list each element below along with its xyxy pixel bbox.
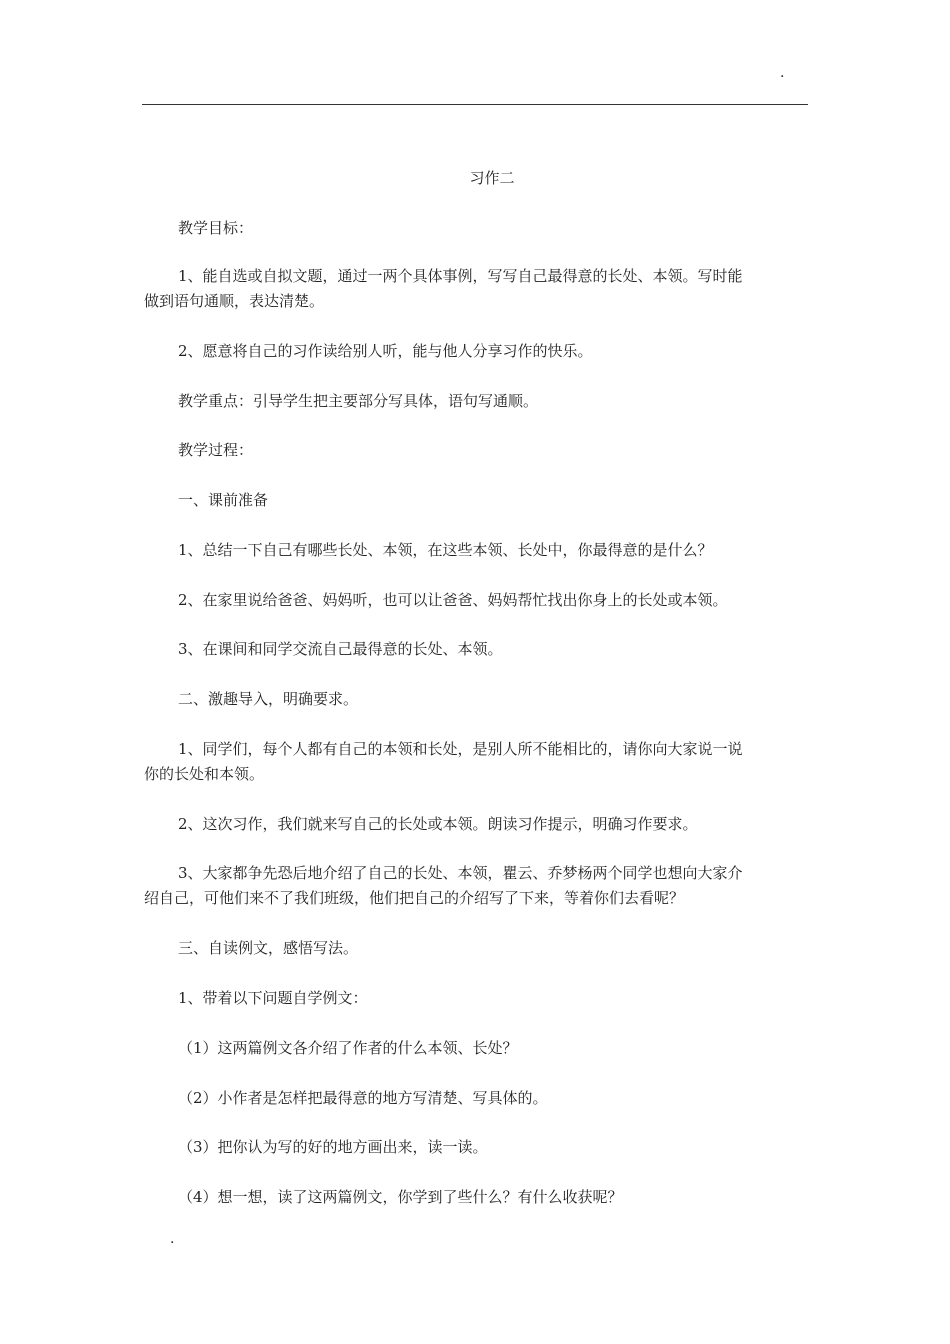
question-3: （3）把你认为写的好的地方画出来，读一读。 — [178, 1138, 488, 1156]
footer-dot: . — [170, 1231, 175, 1247]
objective-1-line-1: 1、能自选或自拟文题，通过一两个具体事例，写写自己最得意的长处、本领。写时能 — [178, 267, 743, 285]
step-2-heading: 二、激趣导入，明确要求。 — [178, 690, 359, 708]
step-1-heading: 一、课前准备 — [178, 491, 269, 509]
objective-1-line-2: 做到语句通顺，表达清楚。 — [144, 292, 325, 310]
header-rule — [142, 104, 808, 105]
section-heading-process: 教学过程： — [178, 441, 254, 459]
step-2-item-3-line-2: 绍自己，可他们来不了我们班级，他们把自己的介绍写了下来，等着你们去看呢？ — [144, 889, 685, 907]
step-3-item-1: 1、带着以下问题自学例文： — [178, 989, 368, 1007]
step-2-item-3-line-1: 3、大家都争先恐后地介绍了自己的长处、本领，瞿云、乔梦杨两个同学也想向大家介 — [178, 864, 743, 882]
section-heading-objectives: 教学目标： — [178, 219, 254, 237]
question-1: （1）这两篇例文各介绍了作者的什么本领、长处？ — [178, 1039, 518, 1057]
step-1-item-1: 1、总结一下自己有哪些长处、本领，在这些本领、长处中，你最得意的是什么？ — [178, 541, 713, 559]
question-2: （2）小作者是怎样把最得意的地方写清楚、写具体的。 — [178, 1089, 548, 1107]
header-dot: . — [780, 65, 785, 81]
step-2-item-1-line-2: 你的长处和本领。 — [144, 765, 265, 783]
page-title: 习作二 — [469, 169, 515, 187]
step-2-item-1-line-1: 1、同学们，每个人都有自己的本领和长处，是别人所不能相比的，请你向大家说一说 — [178, 740, 743, 758]
step-1-item-3: 3、在课间和同学交流自己最得意的长处、本领。 — [178, 640, 503, 658]
step-1-item-2: 2、在家里说给爸爸、妈妈听，也可以让爸爸、妈妈帮忙找出你身上的长处或本领。 — [178, 591, 728, 609]
teaching-focus: 教学重点：引导学生把主要部分写具体，语句写通顺。 — [178, 392, 539, 410]
objective-2: 2、愿意将自己的习作读给别人听，能与他人分享习作的快乐。 — [178, 342, 593, 360]
step-2-item-2: 2、这次习作，我们就来写自己的长处或本领。朗读习作提示，明确习作要求。 — [178, 815, 698, 833]
step-3-heading: 三、自读例文，感悟写法。 — [178, 939, 359, 957]
question-4: （4）想一想，读了这两篇例文，你学到了些什么？有什么收获呢？ — [178, 1188, 623, 1206]
